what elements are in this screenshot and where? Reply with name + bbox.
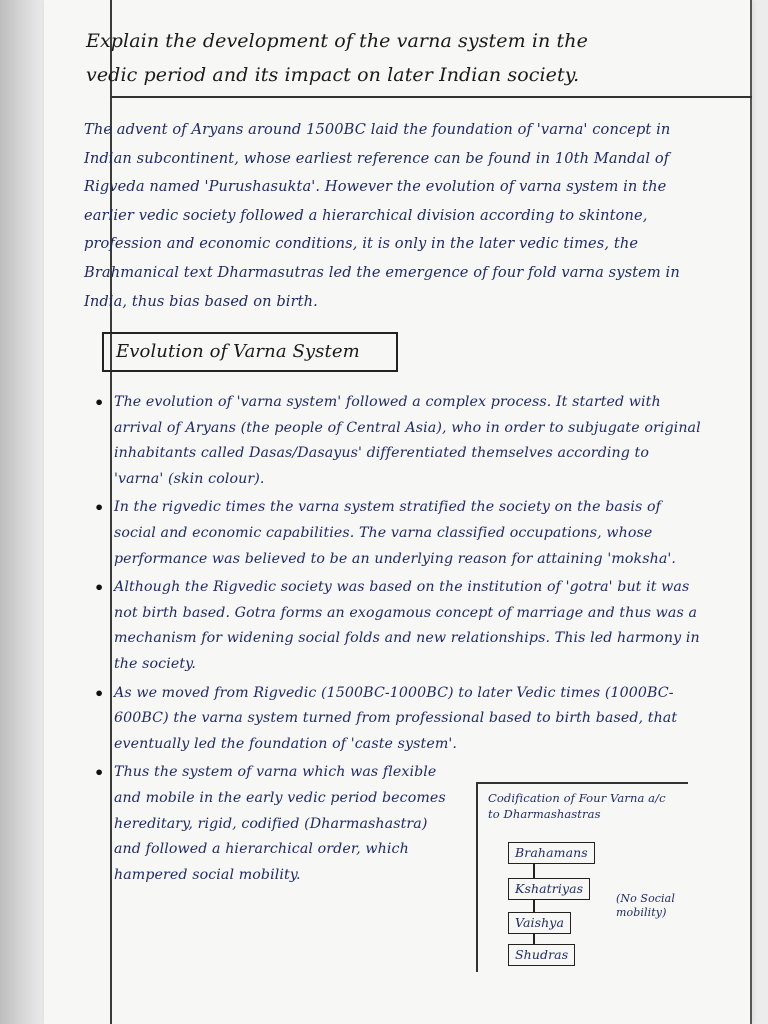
section-heading-box: Evolution of Varna System [102, 332, 398, 372]
down-arrow-icon [533, 900, 535, 912]
varna-box-shudras: Shudras [508, 944, 575, 966]
right-margin-line [750, 0, 752, 1024]
down-arrow-icon [533, 864, 535, 878]
down-arrow-icon [533, 934, 535, 944]
bullet-dot-icon: • [94, 578, 105, 598]
bullet-dot-icon: • [94, 393, 105, 412]
bullet-item [82, 575, 702, 677]
scan-edge-shadow [0, 0, 46, 1024]
bullet-item [82, 390, 702, 492]
question-line-1: Explain the development of the varna system in the [86, 30, 588, 52]
bullet-text: In the rigvedic times the varna system stratified the society on the basis of social and economic capabilities. The varna classified occupations, whose performance was believed to be an underlying reason for attaining 'moksha'. [114, 499, 677, 567]
bullet-item [82, 681, 702, 758]
bullet-dot-icon: • [94, 763, 105, 783]
varna-box-kshatriyas: Kshatriyas [508, 878, 590, 900]
bullet-text: As we moved from Rigvedic (1500BC-1000BC) to later Vedic times (1000BC-600BC) the varna system turned from professional based to birth based, that eventually led the foundation of 'caste system'. [114, 684, 678, 752]
bullet-item [82, 760, 459, 888]
bullet-text: Although the Rigvedic society was based on the institution of 'gotra' but it was not birth based. Gotra forms an exogamous concept of marriage and thus was a mechanism for widening social folds and new relationships. This led harmony in the society. [114, 579, 700, 672]
question-text [86, 24, 696, 92]
question-line-2: vedic period and its impact on later Indian society. [86, 64, 580, 86]
bullet-dot-icon: • [94, 683, 105, 703]
varna-box-vaishya: Vaishya [508, 912, 571, 934]
varna-hierarchy-diagram [476, 782, 688, 972]
bullet-text: Thus the system of varna which was flexible and mobile in the early vedic period becomes hereditary, rigid, codified (Dharmashastra) and followed a hierarchical order, which hampered social mobility. [114, 764, 446, 883]
varna-box-brahamans: Brahamans [508, 842, 595, 864]
no-social-mobility-note: (No Social mobility) [616, 892, 675, 919]
intro-paragraph: The advent of Aryans around 1500BC laid the foundation of 'varna' concept in Indian subcontinent, whose earliest reference can be found in 10th Mandal of Rigveda named 'Purushasukta'. However the evolution of varna system in the earlier vedic society followed a hierarchical division according to skintone, profession and economic conditions, it is only in the later vedic times, the Brahmanical text Dharmasutras led the emergence of four fold varna system in India, thus bias based on birth. [84, 121, 680, 310]
bullet-item [82, 495, 702, 572]
question-divider [110, 96, 752, 98]
bullet-text: The evolution of 'varna system' followed a complex process. It started with arrival of Aryans (the people of Central Asia), who in order to subjugate original inhabitants called Dasas/Dasayus' differentiated themselves according to 'varna' (skin colour). [114, 394, 701, 487]
diagram-title: Codification of Four Varna a/c to Dharmashastras [488, 791, 666, 821]
bullet-dot-icon: • [94, 498, 105, 518]
